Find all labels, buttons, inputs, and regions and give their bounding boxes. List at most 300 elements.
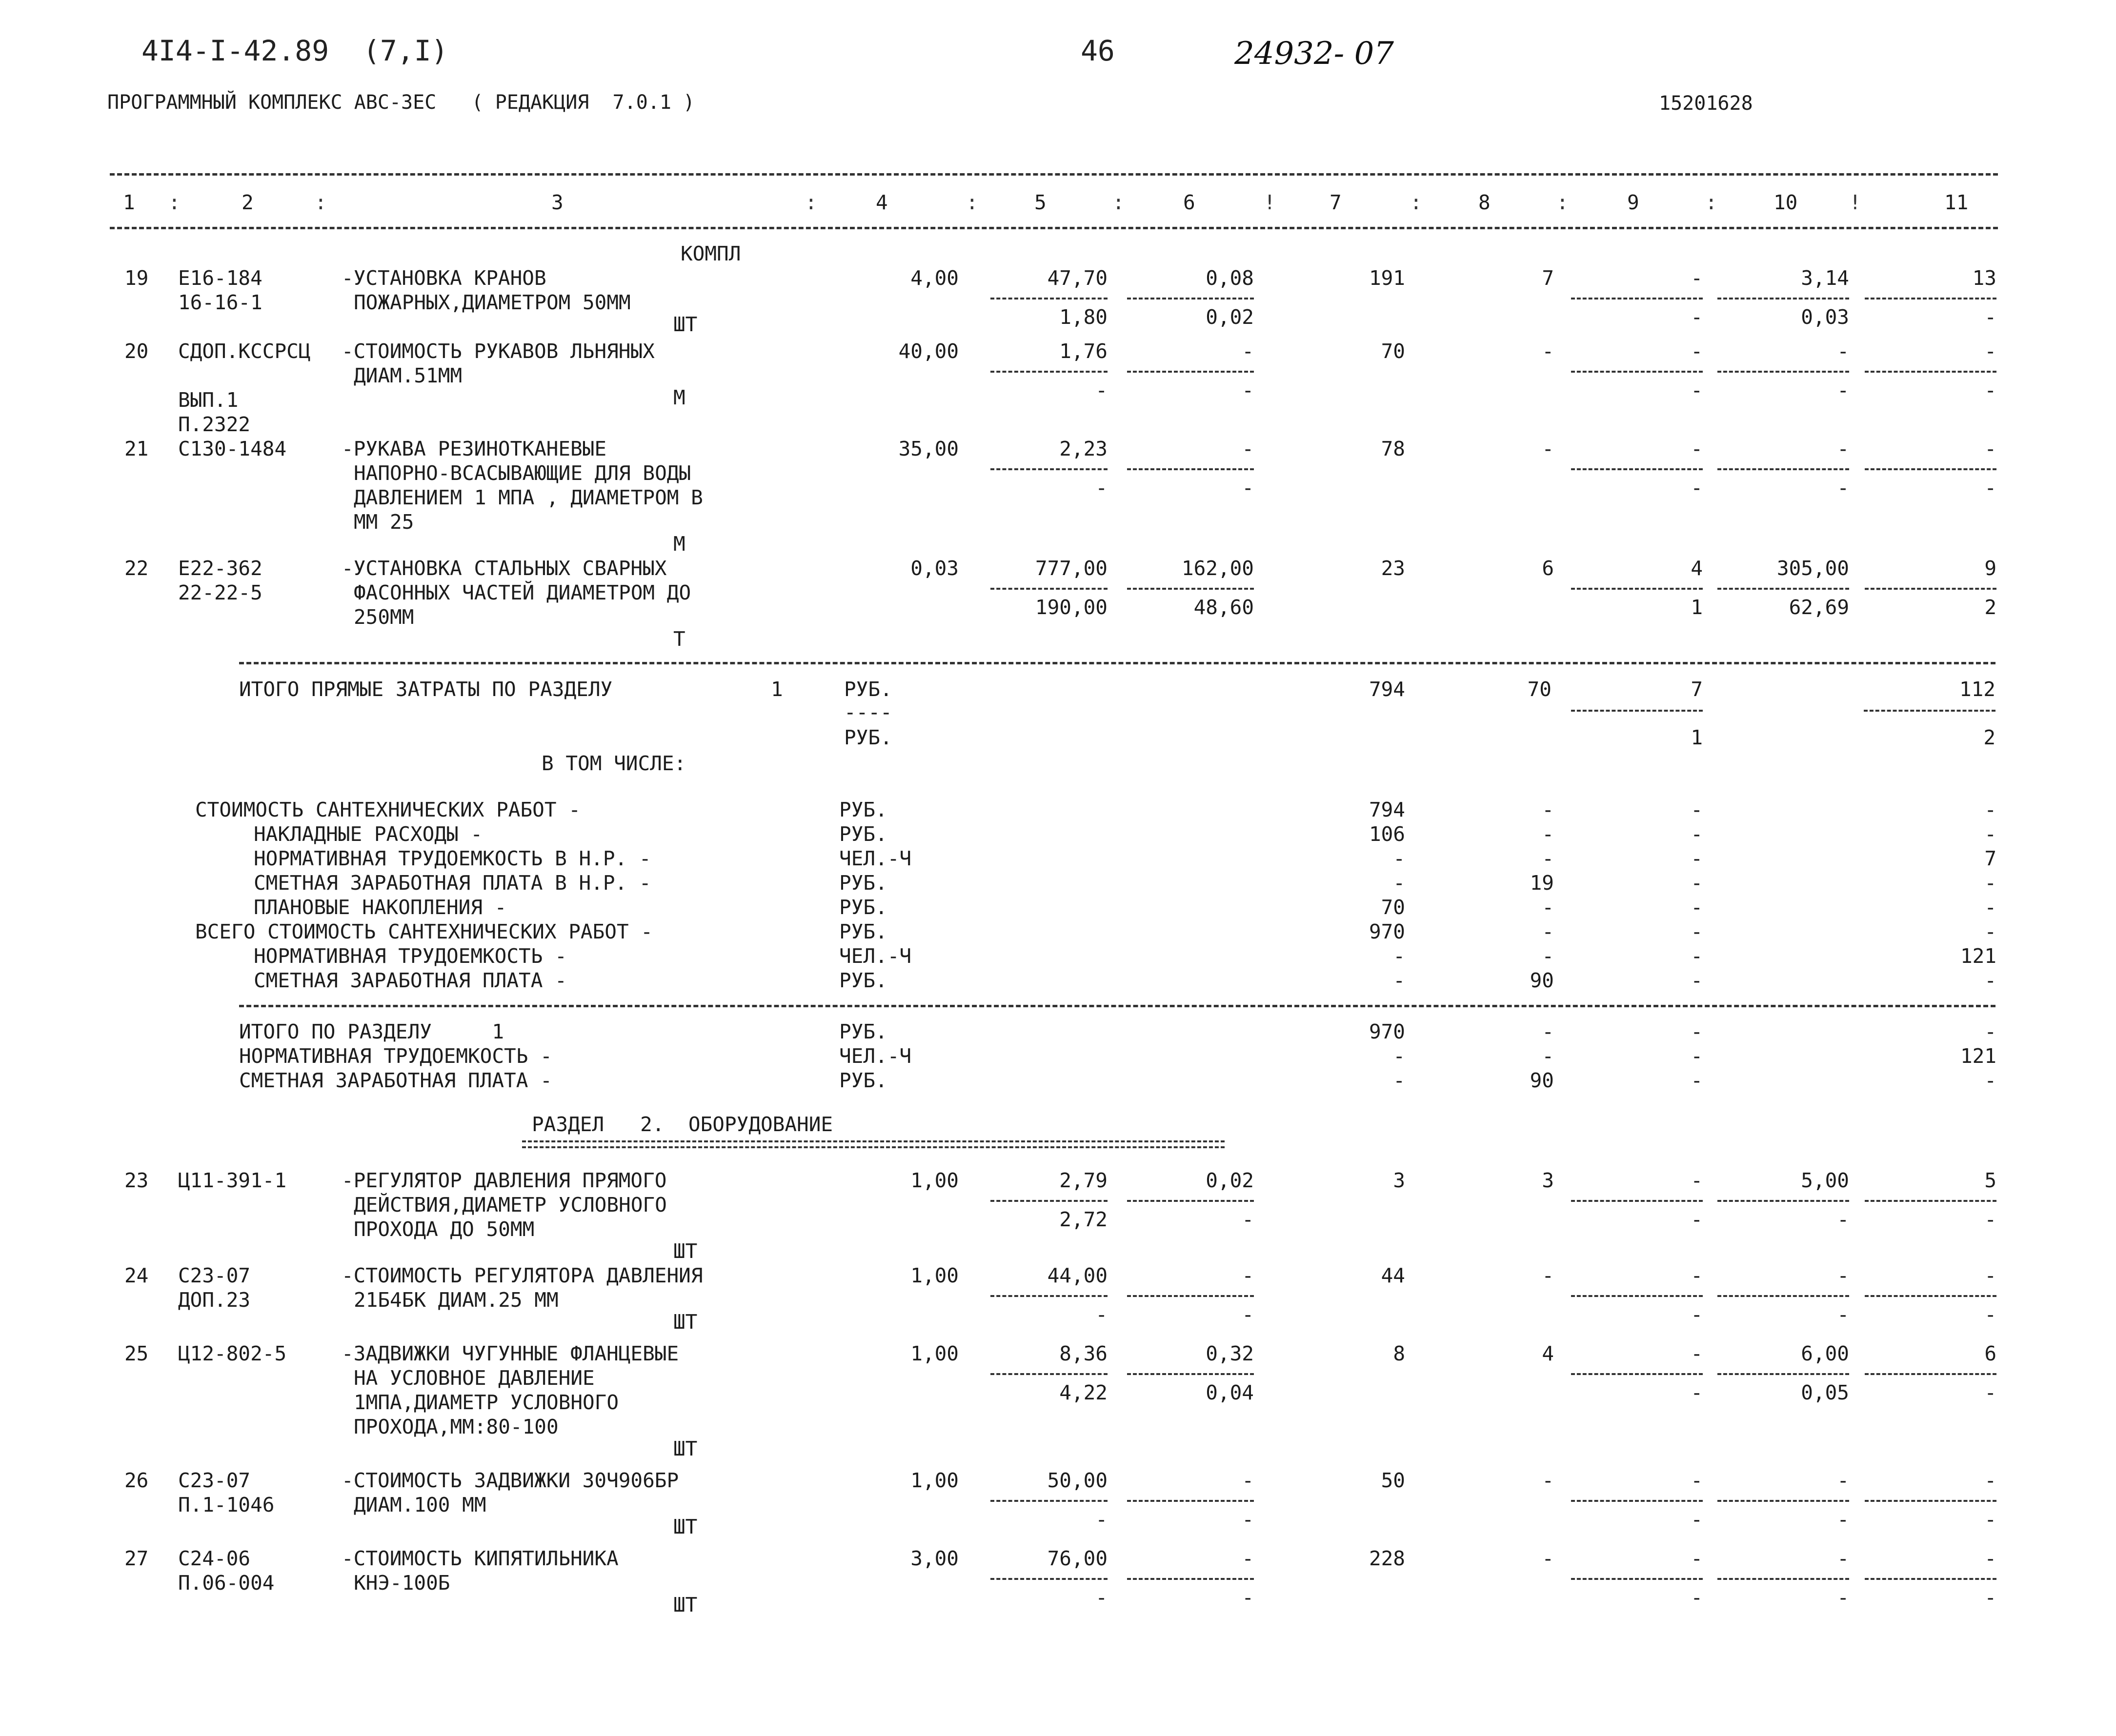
cell-rule [1127, 588, 1254, 590]
summary-value-9: - [1691, 920, 1703, 943]
row-unit-wage: - [1242, 437, 1254, 460]
header-rule-top [110, 173, 1998, 176]
row-code: Ц12-802-5 [178, 1342, 287, 1365]
cell-rule [1865, 1500, 1996, 1502]
row-labor-unit-2: 0,05 [1801, 1381, 1849, 1404]
row-description: -СТОИМОСТЬ РЕГУЛЯТОРА ДАВЛЕНИЯ [342, 1264, 703, 1287]
row-code: Е16-184 [178, 266, 262, 290]
row-labor-unit: - [1837, 1264, 1849, 1287]
cell-rule [1571, 1295, 1703, 1297]
summary-value-7: 970 [1369, 920, 1405, 943]
cell-rule [1571, 1373, 1703, 1375]
row-description: -УСТАНОВКА КРАНОВ [342, 266, 546, 290]
row-labor-unit-2: - [1837, 1586, 1849, 1609]
row-labor-unit-2: 0,03 [1801, 305, 1849, 329]
cell-rule [990, 1578, 1108, 1580]
row-code: С24-06 [178, 1547, 251, 1570]
row-unit-machine: 1,80 [1059, 305, 1108, 329]
row-unit-machine: 2,72 [1059, 1208, 1108, 1231]
summary-value-7: - [1393, 1044, 1405, 1068]
summary-value-11: - [1984, 920, 1996, 943]
summary-value-11: - [1984, 871, 1996, 895]
row-machine-cost: - [1691, 1547, 1703, 1570]
row-description: НАПОРНО-ВСАСЫВАЮЩИЕ ДЛЯ ВОДЫ [354, 461, 691, 485]
row-total-wage: - [1542, 1547, 1554, 1570]
row-labor-total-2: - [1984, 305, 1996, 329]
row-labor-total-2: - [1984, 1508, 1996, 1531]
row-machine-wage: - [1691, 1508, 1703, 1531]
row-code-3: П.2322 [178, 413, 251, 436]
summary-value-11: 7 [1984, 847, 1996, 870]
row-labor-unit: 5,00 [1801, 1169, 1849, 1192]
col-header-4: 4 [876, 191, 888, 214]
row-description: -СТОИМОСТЬ ЗАДВИЖКИ 30Ч906БР [342, 1469, 679, 1492]
cell-rule [1717, 1200, 1849, 1202]
summary-value-9: - [1691, 944, 1703, 968]
row-unit-machine-wage: - [1242, 1508, 1254, 1531]
summary-value-8: - [1542, 822, 1554, 846]
summary-value-9: - [1691, 1069, 1703, 1092]
row-unit-cost: 777,00 [1035, 557, 1108, 580]
row-unit: М [673, 532, 685, 556]
row-machine-cost: - [1691, 266, 1703, 290]
row-machine-cost: 4 [1691, 557, 1703, 580]
row-total-cost: 78 [1381, 437, 1405, 460]
summary-value-8: - [1542, 1020, 1554, 1043]
row-number: 25 [124, 1342, 149, 1365]
row-number: 22 [124, 557, 149, 580]
summary-value-9: - [1691, 969, 1703, 992]
cell-rule [990, 1295, 1108, 1297]
col-header-3: 3 [551, 191, 564, 214]
row-code: СДОП.КССРСЦ [178, 339, 311, 363]
col-header-2: 2 [242, 191, 254, 214]
row-total-cost: 44 [1381, 1264, 1405, 1287]
row-labor-unit: - [1837, 1469, 1849, 1492]
row-labor-total-2: - [1984, 476, 1996, 499]
row-labor-total: 5 [1984, 1169, 1996, 1192]
row-total-wage: 3 [1542, 1169, 1554, 1192]
row-unit-machine-wage: - [1242, 1303, 1254, 1326]
cell-rule [990, 1200, 1108, 1202]
row-code-2: ДОП.23 [178, 1288, 251, 1312]
summary-value-11: - [1984, 896, 1996, 919]
summary-label: НОРМАТИВНАЯ ТРУДОЕМКОСТЬ В Н.Р. - [254, 847, 651, 870]
row-total-cost: 50 [1381, 1469, 1405, 1492]
row-labor-total-2: - [1984, 1586, 1996, 1609]
row-number: 23 [124, 1169, 149, 1192]
row-unit-cost: 47,70 [1047, 266, 1108, 290]
row-machine-wage: - [1691, 305, 1703, 329]
row-unit: ШТ [673, 313, 698, 336]
summary-value-9: - [1691, 896, 1703, 919]
summary-value-8: 90 [1530, 1069, 1554, 1092]
summary-unit: ЧЕЛ.-Ч [839, 1044, 912, 1068]
row-code-2: 16-16-1 [178, 291, 262, 314]
summary-label: СМЕТНАЯ ЗАРАБОТНАЯ ПЛАТА - [239, 1069, 552, 1092]
summary-unit: РУБ. [839, 871, 887, 895]
row-labor-total: 9 [1984, 557, 1996, 580]
section2-title: РАЗДЕЛ 2. ОБОРУДОВАНИЕ [532, 1113, 833, 1136]
row-unit: Т [673, 627, 685, 651]
cell-rule [1127, 1373, 1254, 1375]
row-unit-machine: - [1095, 1586, 1108, 1609]
row-quantity: 1,00 [910, 1342, 959, 1365]
row-code-2: 22-22-5 [178, 581, 262, 604]
cell-rule [1127, 468, 1254, 470]
row-labor-total-2: - [1984, 1208, 1996, 1231]
row-labor-total-2: - [1984, 379, 1996, 402]
row-total-cost: 23 [1381, 557, 1405, 580]
summary-value-8: 19 [1530, 871, 1554, 895]
section1-total-c9a: 7 [1691, 678, 1703, 701]
row-number: 21 [124, 437, 149, 460]
row-quantity: 40,00 [898, 339, 959, 363]
summary-value-9: - [1691, 798, 1703, 821]
row-number: 19 [124, 266, 149, 290]
row-unit-wage: 0,08 [1206, 266, 1254, 290]
row-unit-machine: 4,22 [1059, 1381, 1108, 1404]
cell-rule [1717, 298, 1849, 299]
row-unit-wage: 0,02 [1206, 1169, 1254, 1192]
row-labor-unit: 3,14 [1801, 266, 1849, 290]
summary-label: НАКЛАДНЫЕ РАСХОДЫ - [254, 822, 483, 846]
row-labor-unit: 6,00 [1801, 1342, 1849, 1365]
summary-value-8: 90 [1530, 969, 1554, 992]
row-total-wage: - [1542, 1469, 1554, 1492]
cell-rule [1571, 1500, 1703, 1502]
row-total-cost: 3 [1393, 1169, 1405, 1192]
col-header-7: 7 [1330, 191, 1342, 214]
cell-rule [1865, 1200, 1996, 1202]
col-header-8: 8 [1478, 191, 1491, 214]
summary-value-11: - [1984, 798, 1996, 821]
section1-total-c8: 70 [1527, 678, 1552, 701]
summary-value-9: - [1691, 1020, 1703, 1043]
summary-value-11: 121 [1960, 944, 1996, 968]
row-unit-wage: 162,00 [1181, 557, 1254, 580]
row-description: -РУКАВА РЕЗИНОТКАНЕВЫЕ [342, 437, 607, 460]
cell-rule [1571, 298, 1703, 299]
row-machine-wage: - [1691, 379, 1703, 402]
row-description: ММ 25 [354, 510, 414, 534]
row-total-wage: 6 [1542, 557, 1554, 580]
cell-rule [1127, 298, 1254, 299]
row-total-cost: 70 [1381, 339, 1405, 363]
row-unit-cost: 44,00 [1047, 1264, 1108, 1287]
unit-complete: КОМПЛ [681, 242, 741, 265]
row-labor-unit: - [1837, 1547, 1849, 1570]
section1-total-c11b: 2 [1983, 726, 1995, 749]
row-number: 20 [124, 339, 149, 363]
row-unit-machine: - [1095, 1508, 1108, 1531]
row-unit-machine: - [1095, 379, 1108, 402]
cell-rule [1865, 298, 1996, 299]
section1-total-unit: РУБ. [844, 678, 892, 701]
row-unit: ШТ [673, 1437, 698, 1460]
summary-value-11: - [1984, 969, 1996, 992]
summary-value-9: - [1691, 1044, 1703, 1068]
row-machine-wage: - [1691, 1208, 1703, 1231]
row-total-wage: 7 [1542, 266, 1554, 290]
cell-rule [1865, 371, 1996, 373]
cell-rule [1865, 468, 1996, 470]
row-number: 26 [124, 1469, 149, 1492]
summary-value-11: - [1984, 822, 1996, 846]
section2-double-rule [522, 1140, 1225, 1148]
row-code-2: П.1-1046 [178, 1493, 275, 1517]
row-total-cost: 228 [1369, 1547, 1405, 1570]
row-description: ПРОХОДА ДО 50ММ [354, 1217, 535, 1241]
cell-rule [1717, 1295, 1849, 1297]
section1-total-number: 1 [771, 678, 783, 701]
summary-value-11: - [1984, 1069, 1996, 1092]
row-code: С23-07 [178, 1264, 251, 1287]
row-code-2: П.06-004 [178, 1571, 275, 1595]
summary-value-9: - [1691, 847, 1703, 870]
row-unit-machine-wage: - [1242, 1586, 1254, 1609]
row-labor-total: - [1984, 437, 1996, 460]
row-description: -СТОИМОСТЬ РУКАВОВ ЛЬНЯНЫХ [342, 339, 655, 363]
row-machine-cost: - [1691, 1169, 1703, 1192]
cell-rule [1127, 1295, 1254, 1297]
row-machine-wage: - [1691, 1586, 1703, 1609]
col-header-9: 9 [1627, 191, 1639, 214]
summary-value-8: - [1542, 920, 1554, 943]
row-unit: М [673, 386, 685, 409]
summary-label: СМЕТНАЯ ЗАРАБОТНАЯ ПЛАТА - [254, 969, 567, 992]
row-description: ДАВЛЕНИЕМ 1 МПА , ДИАМЕТРОМ В [354, 486, 703, 509]
row-unit-wage: 0,32 [1206, 1342, 1254, 1365]
section1-total-c9b: 1 [1691, 726, 1703, 749]
row-unit-machine-wage: - [1242, 379, 1254, 402]
row-unit-machine-wage: 48,60 [1193, 596, 1254, 619]
row-machine-cost: - [1691, 1342, 1703, 1365]
cell-rule [1717, 371, 1849, 373]
row-code: С23-07 [178, 1469, 251, 1492]
summary-value-11: 121 [1960, 1044, 1996, 1068]
row-description: ДИАМ.51ММ [354, 364, 463, 387]
program-title: ПРОГРАММНЫЙ КОМПЛЕКС АВС-3ЕС ( РЕДАКЦИЯ 7.0.1 ) [107, 91, 695, 114]
row-total-wage: - [1542, 339, 1554, 363]
row-unit-wage: - [1242, 339, 1254, 363]
row-machine-cost: - [1691, 339, 1703, 363]
section1-total-c11a: 112 [1959, 678, 1995, 701]
row-machine-cost: - [1691, 437, 1703, 460]
row-unit-machine-wage: - [1242, 476, 1254, 499]
row-description: 21Б4БК ДИАМ.25 ММ [354, 1288, 559, 1312]
summary-value-8: - [1542, 847, 1554, 870]
row-description: ФАСОННЫХ ЧАСТЕЙ ДИАМЕТРОМ ДО [354, 581, 691, 604]
row-quantity: 4,00 [910, 266, 959, 290]
summary-unit: ЧЕЛ.-Ч [839, 847, 912, 870]
summary-value-7: - [1393, 969, 1405, 992]
row-labor-unit-2: - [1837, 1508, 1849, 1531]
row-labor-unit-2: 62,69 [1789, 596, 1849, 619]
summary-label: НОРМАТИВНАЯ ТРУДОЕМКОСТЬ - [239, 1044, 552, 1068]
row-machine-cost: - [1691, 1469, 1703, 1492]
row-labor-total: - [1984, 1547, 1996, 1570]
row-unit-machine: 190,00 [1035, 596, 1108, 619]
row-description: ДЕЙСТВИЯ,ДИАМЕТР УСЛОВНОГО [354, 1193, 667, 1217]
summary-unit: РУБ. [839, 798, 887, 821]
col-header-11: 11 [1944, 191, 1969, 214]
row-unit-wage: - [1242, 1469, 1254, 1492]
cell-rule [1717, 588, 1849, 590]
section1-rule [239, 662, 1995, 664]
row-labor-total-2: - [1984, 1381, 1996, 1404]
cell-rule [990, 298, 1108, 299]
row-machine-cost: - [1691, 1264, 1703, 1287]
summary-label: СТОИМОСТЬ САНТЕХНИЧЕСКИХ РАБОТ - [195, 798, 581, 821]
row-unit: ШТ [673, 1593, 698, 1616]
row-unit: ШТ [673, 1515, 698, 1538]
cell-rule [1571, 1578, 1703, 1580]
summary-label: СМЕТНАЯ ЗАРАБОТНАЯ ПЛАТА В Н.Р. - [254, 871, 651, 895]
cell-rule [1127, 1200, 1254, 1202]
summary-value-7: 106 [1369, 822, 1405, 846]
row-unit-machine-wage: 0,04 [1206, 1381, 1254, 1404]
row-description: НА УСЛОВНОЕ ДАВЛЕНИЕ [354, 1366, 595, 1390]
cell-rule [1571, 588, 1703, 590]
row-unit-cost: 50,00 [1047, 1469, 1108, 1492]
row-quantity: 1,00 [910, 1169, 959, 1192]
row-number: 24 [124, 1264, 149, 1287]
cell-rule [1127, 1500, 1254, 1502]
summary-unit: ЧЕЛ.-Ч [839, 944, 912, 968]
header-rule-bottom [110, 227, 1998, 229]
row-description: -РЕГУЛЯТОР ДАВЛЕНИЯ ПРЯМОГО [342, 1169, 667, 1192]
section1-total-unit-rule: ---- [844, 700, 892, 724]
cell-rule [1571, 468, 1703, 470]
row-labor-total: - [1984, 1469, 1996, 1492]
row-description: 1МПА,ДИАМЕТР УСЛОВНОГО [354, 1391, 619, 1414]
summary-value-7: - [1393, 1069, 1405, 1092]
row-unit-wage: - [1242, 1264, 1254, 1287]
cell-rule [1717, 1500, 1849, 1502]
row-labor-unit-2: - [1837, 379, 1849, 402]
row-number: 27 [124, 1547, 149, 1570]
row-code: Е22-362 [178, 557, 262, 580]
summary-value-9: - [1691, 822, 1703, 846]
row-labor-total: 13 [1972, 266, 1996, 290]
summary-value-7: - [1393, 847, 1405, 870]
row-unit-machine: - [1095, 1303, 1108, 1326]
summary-unit: РУБ. [839, 896, 887, 919]
row-unit-wage: - [1242, 1547, 1254, 1570]
row-machine-wage: - [1691, 1381, 1703, 1404]
summary-unit: РУБ. [839, 1020, 887, 1043]
row-quantity: 3,00 [910, 1547, 959, 1570]
row-unit: ШТ [673, 1239, 698, 1263]
row-description: -СТОИМОСТЬ КИПЯТИЛЬНИКА [342, 1547, 619, 1570]
cell-rule [990, 1373, 1108, 1375]
row-unit-machine-wage: 0,02 [1206, 305, 1254, 329]
row-machine-wage: - [1691, 1303, 1703, 1326]
cell-rule [1717, 468, 1849, 470]
row-unit-cost: 1,76 [1059, 339, 1108, 363]
doc-id: 15201628 [1659, 92, 1753, 115]
row-quantity: 0,03 [910, 557, 959, 580]
section1-total-c7: 794 [1369, 678, 1405, 701]
cell-rule [1865, 588, 1996, 590]
row-code-2: ВЫП.1 [178, 388, 239, 412]
row-total-wage: - [1542, 437, 1554, 460]
cell-rule [1865, 1295, 1996, 1297]
summary-value-9: - [1691, 871, 1703, 895]
row-code: С130-1484 [178, 437, 287, 460]
row-code: Ц11-391-1 [178, 1169, 287, 1192]
row-description: 250ММ [354, 605, 414, 629]
summary-value-7: 70 [1381, 896, 1405, 919]
row-description: -УСТАНОВКА СТАЛЬНЫХ СВАРНЫХ [342, 557, 667, 580]
summary-value-11: - [1984, 1020, 1996, 1043]
summary-unit: РУБ. [839, 969, 887, 992]
row-labor-total-2: 2 [1984, 596, 1996, 619]
summary-value-7: 970 [1369, 1020, 1405, 1043]
summary-value-8: - [1542, 798, 1554, 821]
row-labor-unit: - [1837, 339, 1849, 363]
row-description: ДИАМ.100 ММ [354, 1493, 486, 1517]
row-unit-cost: 8,36 [1059, 1342, 1108, 1365]
including-heading: В ТОМ ЧИСЛЕ: [542, 752, 686, 775]
summary-value-8: - [1542, 1044, 1554, 1068]
row-total-cost: 8 [1393, 1342, 1405, 1365]
col-header-6: 6 [1183, 191, 1195, 214]
row-unit-machine-wage: - [1242, 1208, 1254, 1231]
cell-rule [1127, 1578, 1254, 1580]
row-unit-machine: - [1095, 476, 1108, 499]
section1-total-unit2: РУБ. [844, 726, 892, 749]
page-number: 46 [1081, 34, 1115, 67]
row-description: ПОЖАРНЫХ,ДИАМЕТРОМ 50ММ [354, 291, 631, 314]
row-description: -ЗАДВИЖКИ ЧУГУННЫЕ ФЛАНЦЕВЫЕ [342, 1342, 679, 1365]
row-machine-wage: 1 [1691, 596, 1703, 619]
handwritten-stamp: 24932- 07 [1234, 36, 1394, 72]
doc-code: 4I4-I-42.89 (7,I) [141, 34, 448, 67]
row-machine-wage: - [1691, 476, 1703, 499]
cell-rule [1127, 371, 1254, 373]
col-header-10: 10 [1773, 191, 1798, 214]
cell-rule [1717, 1373, 1849, 1375]
cell-rule [990, 1500, 1108, 1502]
cell-rule [1571, 371, 1703, 373]
cell-rule [990, 468, 1108, 470]
row-unit-cost: 2,79 [1059, 1169, 1108, 1192]
row-unit-cost: 2,23 [1059, 437, 1108, 460]
row-labor-total: - [1984, 1264, 1996, 1287]
row-labor-unit: 305,00 [1776, 557, 1849, 580]
summary-value-7: 794 [1369, 798, 1405, 821]
summary-label: ВСЕГО СТОИМОСТЬ САНТЕХНИЧЕСКИХ РАБОТ - [195, 920, 653, 943]
cell-rule [990, 588, 1108, 590]
row-quantity: 35,00 [898, 437, 959, 460]
row-quantity: 1,00 [910, 1469, 959, 1492]
summary-value-8: - [1542, 944, 1554, 968]
col-header-1: 1 [123, 191, 135, 214]
row-labor-unit: - [1837, 437, 1849, 460]
summary-label: ИТОГО ПО РАЗДЕЛУ 1 [239, 1020, 504, 1043]
row-labor-unit-2: - [1837, 1208, 1849, 1231]
summary-unit: РУБ. [839, 822, 887, 846]
summary-value-7: - [1393, 871, 1405, 895]
row-unit-cost: 76,00 [1047, 1547, 1108, 1570]
row-description: КНЭ-100Б [354, 1571, 450, 1595]
row-labor-unit-2: - [1837, 476, 1849, 499]
row-labor-unit-2: - [1837, 1303, 1849, 1326]
summary-unit: РУБ. [839, 920, 887, 943]
row-total-wage: 4 [1542, 1342, 1554, 1365]
